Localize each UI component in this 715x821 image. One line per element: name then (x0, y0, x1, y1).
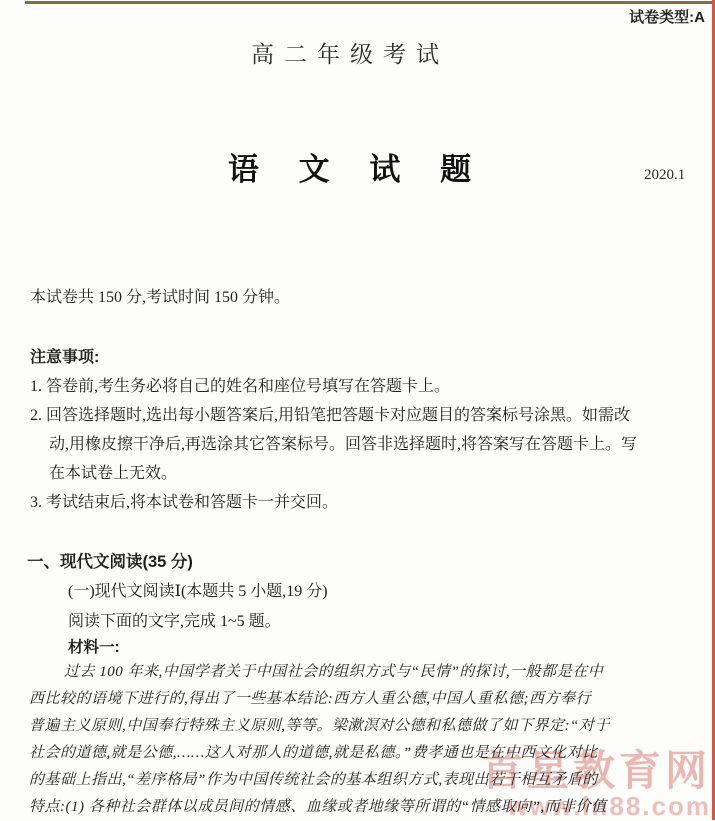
exam-date: 2020.1 (644, 167, 686, 183)
notice-heading: 注意事项: (30, 349, 100, 366)
exam-title: 高二年级考试 (251, 42, 449, 67)
paper-type-label: 试卷类型:A (629, 9, 705, 26)
subject-title: 语 文 试 题 (227, 152, 488, 187)
watermark-site-url: www.ln88.com (507, 790, 711, 821)
paper-summary: 本试卷共 150 分,考试时间 150 分钟。 (30, 289, 291, 306)
passage-line: 普遍主义原则,中国奉行特殊主义原则,等等。梁漱溟对公德和私德做了如下界定:“对于 (29, 718, 610, 734)
passage-line: 特点:(1) 各种社会群体以成员间的情感、血缘或者地缘等所谓的“情感取向”,而非价值 (29, 799, 607, 815)
top-border-rule (25, 1, 715, 4)
section-one-subheading: (一)现代文阅读Ⅰ(本题共 5 小题,19 分) (68, 583, 328, 600)
notice-item-3: 3. 考试结束后,将本试卷和答题卡一并交回。 (30, 494, 339, 511)
passage-line: 过去 100 年来,中国学者关于中国社会的组织方式与“民情”的探讨,一般都是在中 (64, 664, 604, 680)
reading-instruction: 阅读下面的文字,完成 1~5 题。 (68, 613, 281, 630)
watermark-site-name: 首星教育网 (480, 746, 711, 794)
material-one-label: 材料一: (68, 639, 120, 656)
notice-item-2-line-2: 动,用橡皮擦干净后,再选涂其它答案标号。回答非选择题时,将答案写在答题卡上。写 (49, 436, 638, 453)
passage-line: 的基础上指出,“差序格局”作为中国传统社会的基本组织方式,表现出若干相互矛盾的 (29, 772, 598, 788)
passage-line: 西比较的语境下进行的,得出了一些基本结论:西方人重公德,中国人重私德;西方奉行 (29, 691, 591, 707)
notice-item-2-line-3: 在本试卷上无效。 (49, 465, 178, 482)
passage-line: 社会的道德,就是公德,……这人对那人的道德,就是私德。”费孝通也是在中西文化对比 (29, 745, 598, 761)
notice-item-2-line-1: 2. 回答选择题时,选出每小题答案后,用铅笔把答题卡对应题目的答案标号涂黑。如需改 (30, 407, 631, 424)
notice-item-1: 1. 答卷前,考生务必将自己的姓名和座位号填写在答题卡上。 (30, 378, 451, 395)
section-one-heading: 一、现代文阅读(35 分) (27, 553, 193, 571)
